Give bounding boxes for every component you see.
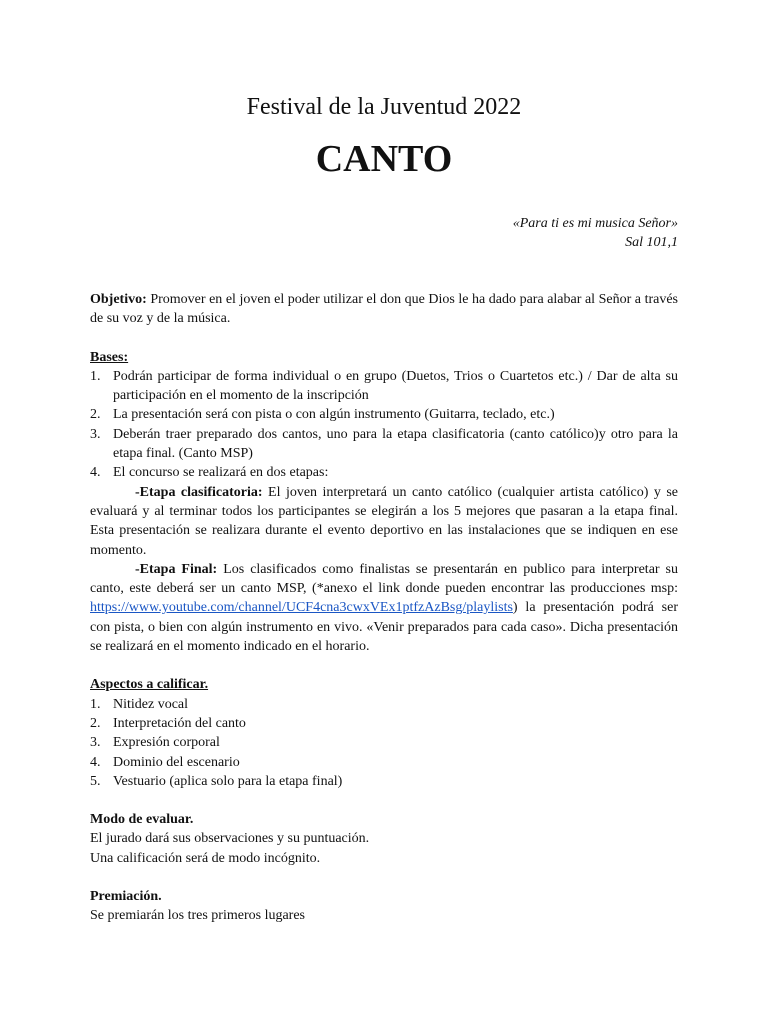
list-item: 2. La presentación será con pista o con algún instrumento (Guitarra, teclado, etc.): [90, 407, 555, 423]
evaluar-line: Una calificación será de modo incógnito.: [90, 850, 321, 866]
list-item: 2. Interpretación del canto: [90, 715, 246, 731]
quote-text: «Para ti es mi musica Señor»: [512, 216, 678, 231]
list-item: 1. Nitidez vocal: [90, 696, 189, 712]
list-item: 3. Deberán traer preparado dos cantos, uno para la etapa clasificatoria (canto católico)y otro para la etapa final. (Canto MSP): [90, 426, 678, 462]
bases-heading: Bases:: [90, 349, 129, 365]
list-item: 1. Podrán participar de forma individual o en grupo (Duetos, Trios o Cuartetos etc.) / Dar de alta su participación en el momento de la inscripción: [90, 368, 678, 404]
aspectos-list: [90, 695, 678, 791]
quote-reference: Sal 101,1: [625, 235, 678, 250]
list-item: 4. Dominio del escenario: [90, 754, 240, 770]
premiacion-line: Se premiarán los tres primeros lugares: [90, 908, 305, 924]
document-body: [90, 290, 678, 926]
etapa-final-paragraph: -Etapa Final: Los clasificados como finalistas se presentarán en publico para interpretar su canto, este deberá ser un canto MSP, (*anexo el link donde pueden encontrar las producciones msp: https://www.youtube.com/channel/UCF4cna3cwxVEx1ptfzAzBsg/playlists) la presentación podrá ser con pista, o bien con algún instrumento en vivo. «Venir preparados para cada caso». Dicha presentación se realizará en el momento indicado en el horario.: [90, 561, 678, 655]
etapa-clasificatoria-label: -Etapa clasificatoria:: [135, 484, 263, 500]
objetivo-label: Objetivo:: [90, 292, 147, 307]
objetivo-paragraph: [90, 290, 678, 329]
aspectos-heading: Aspectos a calificar.: [90, 677, 209, 693]
premiacion-heading: Premiación.: [90, 889, 162, 905]
document-heading: CANTO: [315, 138, 453, 180]
objetivo-text: Promover en el joven el poder utilizar el don que Dios le ha dado para alabar al Señor a través de su voz y de la música.: [90, 292, 678, 327]
evaluar-heading: Modo de evaluar.: [90, 812, 194, 828]
document-title: Festival de la Juventud 2022: [246, 94, 522, 120]
bases-list: [90, 367, 678, 483]
list-item: 5. Vestuario (aplica solo para la etapa final): [90, 773, 343, 789]
etapa-clasificatoria-paragraph: -Etapa clasificatoria: El joven interpretará un canto católico (cualquier artista católico) y se evaluará y al terminar todos los participantes se elegirán a los 5 mejores que pasaran a la etapa final. Esta presentación se realizara durante el evento deportivo en las instalaciones que se indiquen en ese momento.: [90, 484, 678, 558]
list-item: 4. El concurso se realizará en dos etapas:: [90, 465, 329, 481]
list-item: 3. Expresión corporal: [90, 735, 220, 751]
etapa-final-label: -Etapa Final:: [135, 561, 218, 577]
epigraph-quote: [278, 214, 678, 252]
youtube-playlist-link[interactable]: https://www.youtube.com/channel/UCF4cna3cwxVEx1ptfzAzBsg/playlists: [90, 600, 513, 616]
evaluar-line: El jurado dará sus observaciones y su puntuación.: [90, 831, 370, 847]
